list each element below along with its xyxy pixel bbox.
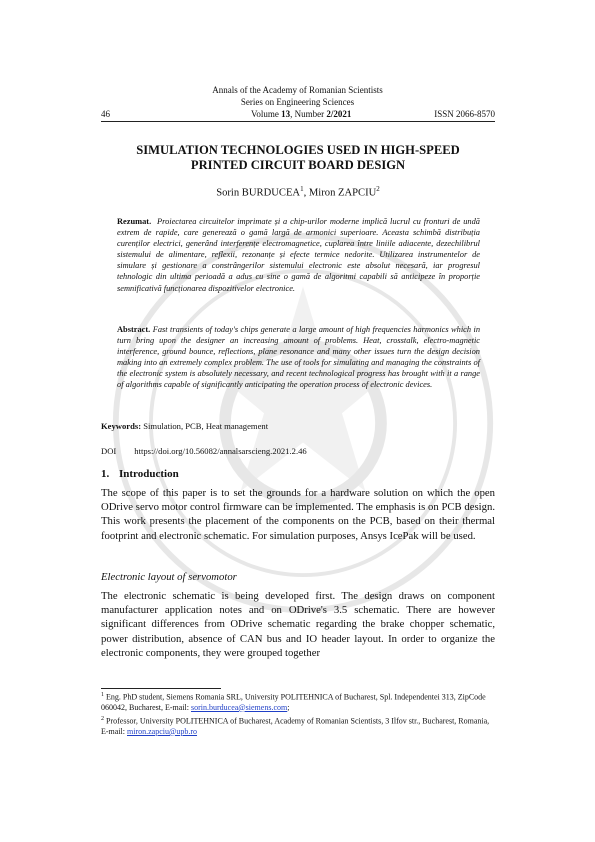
- rezumat-label: Rezumat.: [117, 217, 152, 226]
- issn: ISSN 2066-8570: [434, 109, 495, 119]
- subheading-electronic-layout: Electronic layout of servomotor: [101, 571, 237, 583]
- abstract-text: Fast transients of today's chips generate a large amount of high frequencies harmonics which in turn bring upon the designer an increasing amount of problems. Heat, crosstalk, electro-magnetic interference, ground bounce, reflections, plane resonance and many other issues turn the design decision making into an extremely complex problem. The use of tools for simulating and managing the constraints of the electronic system is absolutely necessary, and recent technological progress has brought with it a range of algorithms capable of significantly anticipating the operation process of electronic devices.: [117, 325, 481, 390]
- intro-paragraph: The scope of this paper is to set the grounds for a hardware solution on which the open ODrive servo motor control firmware can be implemented. The emphasis is on PCB design. This work presents the placement of the components on the PCB, based on their thermal footprint and electronic schematic. For simulation purposes, Ansys IcePak will be used.: [101, 487, 495, 542]
- header-rule: [101, 121, 495, 122]
- header-row: [101, 109, 495, 121]
- section-heading-introduction: 1. Introduction: [101, 468, 179, 480]
- abstract-label: Abstract.: [117, 325, 151, 334]
- doi-label: DOI: [101, 446, 117, 456]
- journal-series: Series on Engineering Sciences: [240, 97, 355, 107]
- footnote-2: $^2$ Professor, University POLITEHNICA of Bucharest, Academy of Romanian Scientists, 3 Ilfov str., Bucharest, Romania, E-mail: miron.zapciu@upb.ro: [101, 716, 490, 736]
- email-link-1[interactable]: sorin.burducea@siemens.com: [190, 702, 288, 712]
- rezumat-text: Proiectarea circuitelor imprimate și a chip-urilor moderne implică lucrul cu fronturi de undă extrem de rapide, care generează o gamă largă de armonici superioare. Aceasta schimbă distribuția curenților electrici, generând interferențe electromagnetice, cuplarea între liniile adiacente, dezechilibrul sistemului de alimentare, reflexii, rezonanțe și efecte termice nedorite. Utilizarea instrumentelor de simulare și gestionare a constrângerilor sistemului electronic este absolut necesară, iar progresul tehnologic din ultima perioadă a adus cu sine o gamă de algoritmi capabili să anticipeze în proporție semnificativă funcționarea dispozitivelor electronice.: [117, 217, 480, 293]
- page-number: 46: [101, 109, 110, 119]
- keywords: Keywords: Simulation, PCB, Heat management: [101, 421, 269, 431]
- paper-title: SIMULATION TECHNOLOGIES USED IN HIGH-SPEED PRINTED CIRCUIT BOARD DESIGN: [136, 143, 460, 172]
- journal-name: Annals of the Academy of Romanian Scientists: [212, 85, 383, 95]
- footnote-rule: [101, 688, 221, 689]
- doi-link[interactable]: https://doi.org/10.56082/annalsarscieng.2021.2.46: [134, 446, 307, 456]
- abstract: [117, 324, 480, 391]
- volume-info: Volume 13, Number 2/2021: [251, 109, 352, 119]
- footnote-1: $^1$ Eng. PhD student, Siemens Romania SRL, University POLITEHNICA of Bucharest, Spl. Independentei 313, ZipCode 060042, Bucharest, E-mail: sorin.burducea@siemens.com;: [101, 692, 486, 712]
- authors: Sorin BURDUCEA$^1$, Miron ZAPCIU$^2$: [216, 185, 380, 199]
- doi-line: [101, 446, 325, 456]
- email-link-2[interactable]: miron.zapciu@upb.ro: [127, 726, 198, 736]
- layout-paragraph: The electronic schematic is being developed first. The design draws on component manufacturer application notes and on ODrive's 3.5 schematic. There are however significant differences from ODrive schematic regarding the brake chopper schematic, power distribution, absence of CAN bus and IO header layout. In order to organize the electronic components, they were grouped together: [101, 590, 495, 659]
- rezumat: [117, 216, 480, 294]
